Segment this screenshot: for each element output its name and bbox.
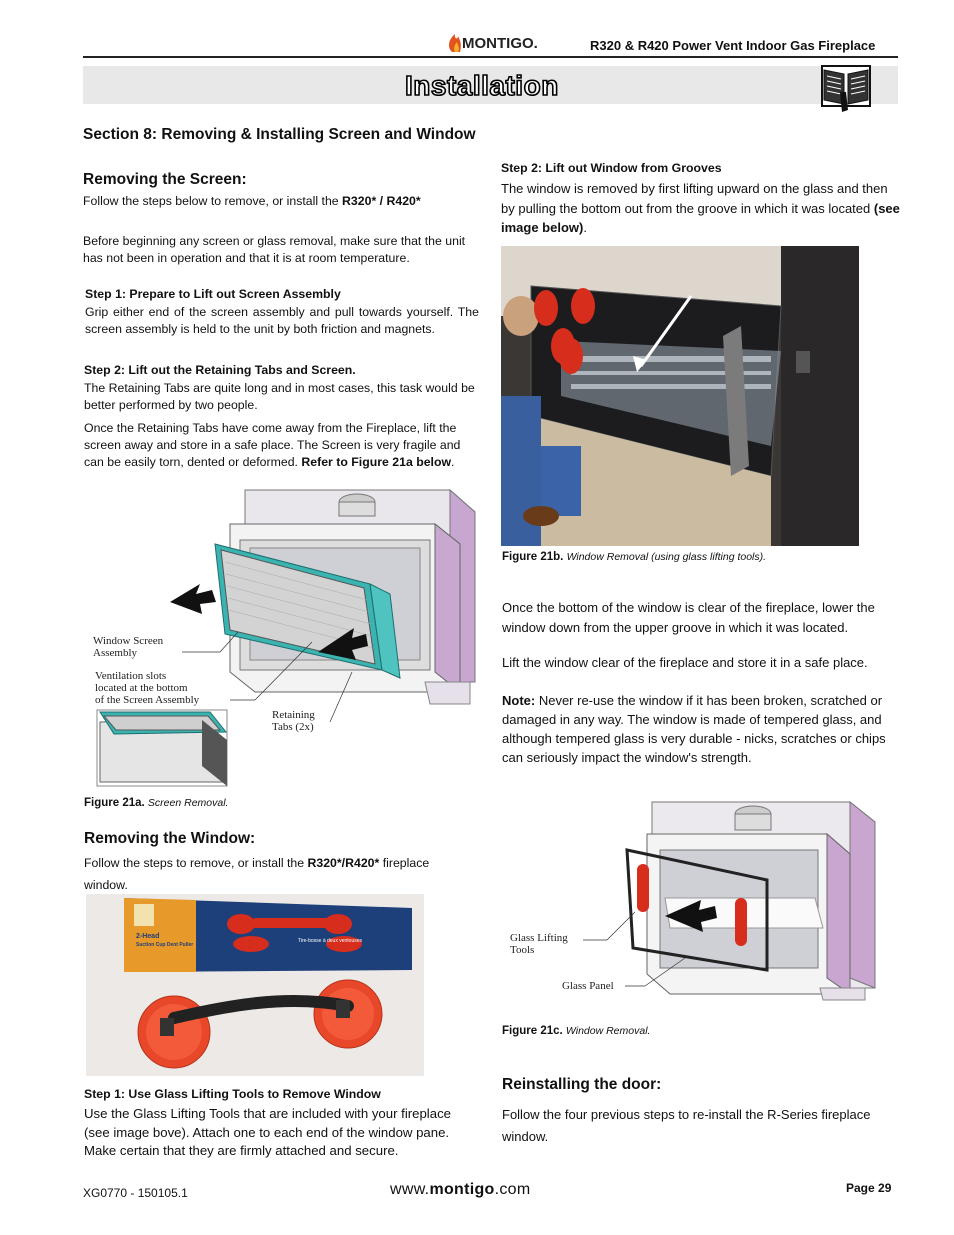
step2-line xyxy=(501,218,901,238)
label-line: Glass Lifting xyxy=(510,932,568,944)
box-title-line1: 2-Head xyxy=(136,933,160,940)
window-step1-title: Step 1: Use Glass Lifting Tools to Remove Window xyxy=(84,1087,381,1101)
website-link[interactable] xyxy=(390,1181,531,1199)
intro-model: R320*/R420* xyxy=(307,856,380,870)
figure-21b-photo xyxy=(501,246,859,546)
caption-text: Screen Removal. xyxy=(147,797,229,809)
step1-line: (see image bove). Attach one to each end of the window pane. xyxy=(84,1124,450,1140)
step1-line: Make certain that they are firmly attached and secure. xyxy=(84,1143,399,1158)
screen-step1-text: Grip either end of the screen assembly and pull towards yourself. The screen assembly is held to the unit by both friction and magnets. xyxy=(85,305,479,336)
label-window-screen-assembly xyxy=(93,635,163,659)
caption-text: Window Removal. xyxy=(565,1025,651,1037)
store-window-paragraph: Lift the window clear of the fireplace and store it in a safe place. xyxy=(502,655,868,670)
window-step2-title: Step 2: Lift out Window from Grooves xyxy=(501,161,722,175)
label-glass-lifting-tools xyxy=(510,932,568,956)
note-label: Note: xyxy=(502,693,536,708)
label-ventilation-slots xyxy=(95,670,199,706)
screen-step2-text1: The Retaining Tabs are quite long and in most cases, this task would be better performed by two people. xyxy=(84,381,475,412)
figure-21b-caption xyxy=(502,551,766,563)
label-line: Tabs (2x) xyxy=(272,721,314,733)
removing-screen-intro xyxy=(83,193,483,211)
glass-lifting-tools-photo xyxy=(86,894,424,1076)
document-code: XG0770 - 150105.1 xyxy=(83,1186,188,1200)
banner-title: Installation xyxy=(405,70,559,101)
lower-window-paragraph xyxy=(502,598,902,637)
step2-text: Once the Retaining Tabs have come away from the Fireplace, lift the screen away and store in a safe place. The Screen is very fragile and can be easily torn, dented or deformed. xyxy=(84,421,461,469)
step1-line: Use the Glass Lifting Tools that are included with your fireplace xyxy=(84,1106,452,1121)
window-step2-text xyxy=(501,179,901,238)
caption-label: Figure 21b. xyxy=(502,551,564,563)
step2-ref: image below) xyxy=(501,220,584,235)
warning-line: Before beginning any screen or glass removal, make sure that the unit xyxy=(83,234,466,248)
document-title: R320 & R420 Power Vent Indoor Gas Fireplace xyxy=(590,38,876,53)
reinstall-line: window. xyxy=(502,1129,549,1144)
removing-window-heading: Removing the Window: xyxy=(84,830,256,847)
label-line: of the Screen Assembly xyxy=(95,694,200,706)
label-line: Assembly xyxy=(93,647,137,659)
note-line: although tempered glass is very durable - nicks, scratches or chips xyxy=(502,731,886,746)
header-rule xyxy=(83,56,898,58)
removing-screen-heading: Removing the Screen: xyxy=(83,171,247,188)
note-line: damaged in any way. The window is made of tempered glass, and xyxy=(502,712,882,727)
intro-model: R320* / R420* xyxy=(342,194,421,208)
url-prefix: www. xyxy=(390,1181,430,1198)
logo-text: MONTIGO. xyxy=(462,35,538,52)
label-glass-panel: Glass Panel xyxy=(562,980,614,992)
url-suffix: .com xyxy=(494,1181,531,1198)
step2-suffix: . xyxy=(583,220,587,235)
intro-text: Follow the steps below to remove, or install the xyxy=(83,194,343,208)
url-brand: montigo xyxy=(429,1181,495,1198)
page-number: Page 29 xyxy=(846,1181,892,1195)
caption-label: Figure 21c. xyxy=(502,1025,563,1037)
removing-window-intro xyxy=(84,852,484,896)
warning-line: has not been in operation and that it is at room temperature. xyxy=(83,251,410,265)
intro-text: Follow the steps to remove, or install the xyxy=(84,856,308,870)
note-text: Never re-use the window if it has been broken, scratched or xyxy=(535,693,883,708)
screen-step2-title: Step 2: Lift out the Retaining Tabs and Screen. xyxy=(84,363,356,377)
step2-line xyxy=(501,199,901,219)
note-line xyxy=(502,691,902,710)
reinstall-line: Follow the four previous steps to re-install the R-Series fireplace xyxy=(502,1107,871,1122)
figure-21a-caption xyxy=(84,797,228,809)
label-retaining-tabs xyxy=(272,709,315,733)
box-title-line2: Suction Cup Dent Puller xyxy=(136,942,194,948)
para-line: window down from the upper groove in which it was located. xyxy=(502,619,849,635)
temperature-warning xyxy=(83,233,483,267)
figure-reference: Refer to Figure 21a below xyxy=(301,455,452,469)
label-line: located at the bottom xyxy=(95,682,188,694)
step2-ref: (see xyxy=(873,200,900,216)
manual-book-icon xyxy=(820,62,872,114)
step2-suffix: . xyxy=(451,455,455,469)
screen-step1-title: Step 1: Prepare to Lift out Screen Assembly xyxy=(85,287,341,301)
para-line: Once the bottom of the window is clear of the fireplace, lower the xyxy=(502,600,875,615)
note-line: can seriously impact the window's strength. xyxy=(502,750,752,765)
label-line: Retaining xyxy=(272,709,315,721)
label-line: Tools xyxy=(510,944,535,956)
window-step1-text xyxy=(84,1105,484,1161)
caption-label: Figure 21a. xyxy=(84,797,145,809)
figure-21c-caption xyxy=(502,1025,650,1037)
label-line: Window Screen xyxy=(93,635,164,647)
step2-text: by pulling the bottom out from the groove in which it was located xyxy=(501,200,874,216)
label-line: Ventilation slots xyxy=(95,670,167,682)
caption-text: Window Removal (using glass lifting tools). xyxy=(566,551,767,563)
intro-suffix: fireplace xyxy=(379,856,430,870)
intro-line xyxy=(84,852,484,874)
section-title: Section 8: Removing & Installing Screen and Window xyxy=(83,126,476,143)
screen-step2-text2 xyxy=(84,420,480,471)
box-french-text: Tire-bosse à deux ventouses xyxy=(298,938,363,944)
step2-line: The window is removed by first lifting upward on the glass and then xyxy=(501,181,888,196)
reuse-note xyxy=(502,691,902,767)
reinstalling-text xyxy=(502,1104,902,1148)
intro-line: window. xyxy=(84,878,128,892)
montigo-logo xyxy=(446,26,538,54)
reinstalling-heading: Reinstalling the door: xyxy=(502,1076,662,1093)
